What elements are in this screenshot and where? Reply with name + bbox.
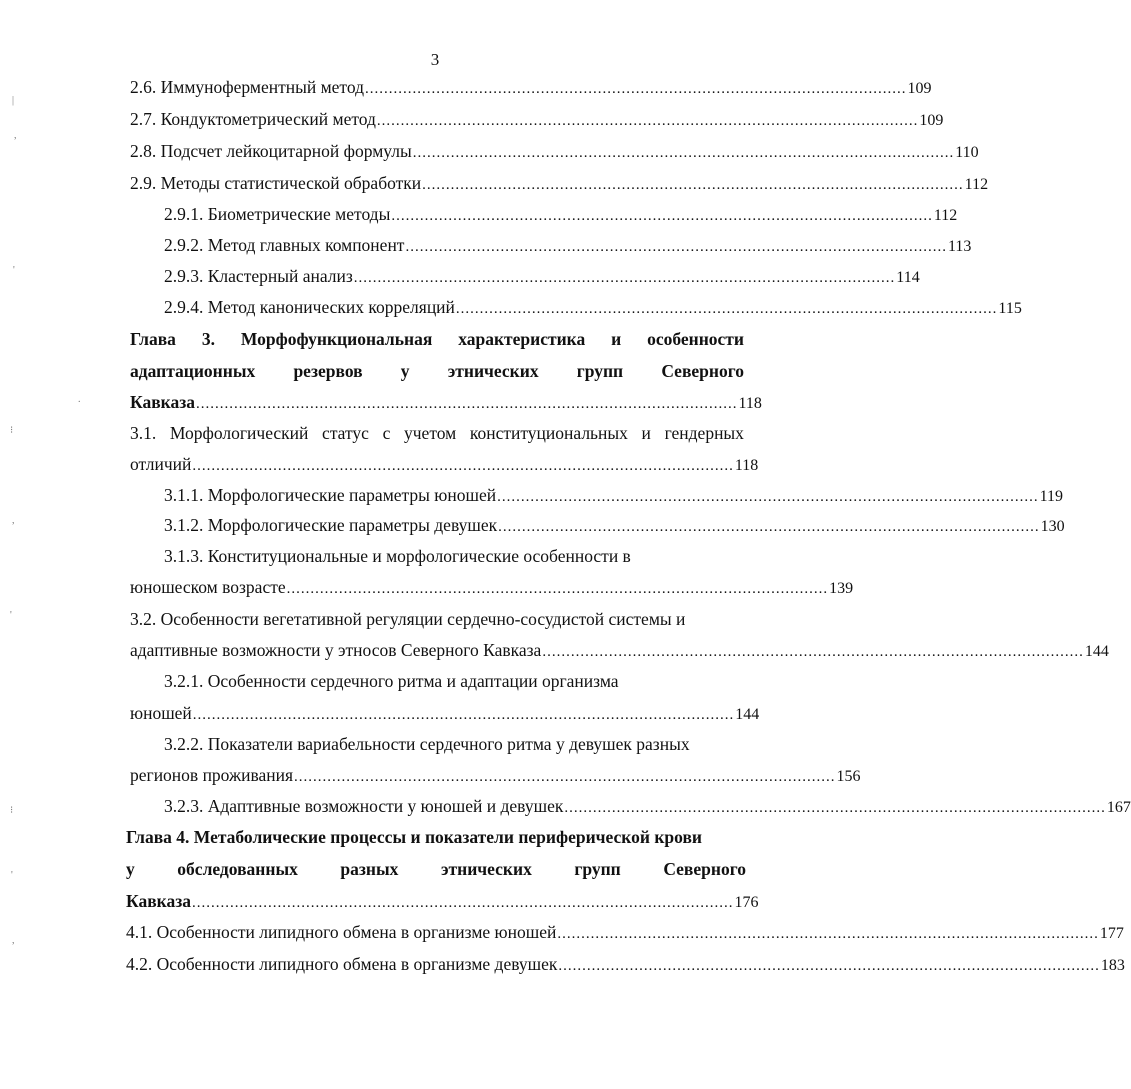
word: разных: [340, 859, 399, 879]
toc-entry-label: 2.9.3. Кластерный анализ: [164, 266, 353, 286]
dot-leader: ..................................................................................................................: [192, 895, 734, 911]
word: этнических: [440, 859, 532, 879]
toc-entry-page: 119: [1039, 488, 1063, 505]
section-3-1-title-line-1: [130, 422, 744, 444]
dot-leader: ..................................................................................................................: [557, 926, 1099, 942]
word: Морфологический: [169, 423, 309, 443]
word: и: [611, 329, 622, 349]
toc-entry-label: 2.9. Методы статистической обработки: [130, 173, 422, 193]
dot-leader: ..................................................................................................................: [286, 581, 829, 597]
chapter-3-title-line-1: [130, 328, 744, 350]
toc-entry-label: отличий: [130, 454, 192, 474]
speck: ,: [12, 935, 15, 946]
dot-leader: ..................................................................................................................: [558, 958, 1100, 974]
toc-entry-page: 109: [907, 80, 932, 97]
dot-leader: ..................................................................................................................: [405, 239, 947, 255]
toc-entry-label: 4.1. Особенности липидного обмена в организме юношей: [126, 922, 557, 942]
word: 3.1.: [130, 423, 157, 443]
toc-entry-label: 2.7. Кондуктометрический метод: [130, 109, 376, 129]
toc-entry: [164, 795, 1131, 817]
toc-entry: [164, 265, 920, 287]
toc-entry: [164, 514, 1065, 536]
toc-entry: [126, 921, 1124, 943]
dot-leader: ..................................................................................................................: [365, 81, 907, 97]
toc-entry-page: 110: [955, 144, 979, 161]
dot-leader: ..................................................................................................................: [422, 177, 964, 193]
word: гендерных: [664, 423, 744, 443]
word: групп: [574, 859, 621, 879]
toc-entry-label: 3.1.2. Морфологические параметры девушек: [164, 515, 498, 535]
word: адаптационных: [130, 361, 256, 381]
word: групп: [576, 361, 624, 381]
toc-entry-page: 112: [964, 176, 989, 193]
dot-leader: ..................................................................................................................: [376, 113, 919, 129]
toc-entry: [126, 890, 759, 912]
toc-entry-label: 4.2. Особенности липидного обмена в организме девушек: [126, 954, 558, 974]
toc-entry-label: 2.9.1. Биометрические методы: [164, 204, 391, 224]
toc-entry-page: 114: [896, 269, 920, 286]
speck: .: [78, 394, 81, 405]
chapter-4-title-line-2: [126, 858, 746, 880]
dot-leader: ..................................................................................................................: [497, 489, 1039, 505]
toc-entry-page: 176: [734, 894, 759, 911]
toc-entry-page: 113: [947, 238, 972, 255]
toc-entry-label: регионов проживания: [130, 765, 294, 785]
word: Северного: [663, 859, 746, 879]
toc-entry: [130, 140, 979, 162]
word: Северного: [661, 361, 744, 381]
toc-entry: [130, 702, 760, 724]
toc-entry: [164, 296, 1022, 318]
toc-entry-label: 3.2.3. Адаптивные возможности у юношей и девушек: [164, 796, 564, 816]
word: статус: [322, 423, 369, 443]
dot-leader: ..................................................................................................................: [192, 707, 735, 723]
speck: ': [13, 265, 15, 276]
toc-entry: [130, 172, 989, 194]
word: конституциональных: [469, 423, 628, 443]
word: резервов: [293, 361, 363, 381]
dot-leader: ..................................................................................................................: [391, 208, 933, 224]
word: характеристика: [458, 329, 586, 349]
toc-entry-page: 115: [998, 300, 1022, 317]
word: и: [641, 423, 651, 443]
word: 3.: [201, 329, 215, 349]
toc-entry-page: 183: [1100, 957, 1125, 974]
toc-entry: [130, 76, 932, 98]
toc-entry-page: 144: [1084, 643, 1109, 660]
toc-entry-page: 130: [1040, 518, 1065, 535]
word: Морфофункциональная: [240, 329, 433, 349]
dot-leader: ..................................................................................................................: [455, 301, 998, 317]
toc-entry: [164, 484, 1063, 506]
toc-entry: [164, 203, 958, 225]
word: учетом: [404, 423, 457, 443]
page-number: 3: [430, 50, 440, 69]
dot-leader: ..................................................................................................................: [192, 458, 734, 474]
word: Глава: [130, 329, 176, 349]
dot-leader: ..................................................................................................................: [542, 644, 1084, 660]
word: с: [382, 423, 391, 443]
toc-entry-label: Кавказа: [126, 891, 192, 911]
chapter-3-title-line-2: [130, 360, 744, 382]
toc-entry-page: 167: [1106, 799, 1131, 816]
toc-entry-page: 109: [919, 112, 944, 129]
dot-leader: ..................................................................................................................: [353, 270, 896, 286]
toc-entry-first-line: 3.2.1. Особенности сердечного ритма и адаптации организма: [164, 671, 619, 691]
toc-entry-first-line: 3.2.2. Показатели вариабельности сердечного ритма у девушек разных: [164, 734, 690, 754]
toc-entry-label: 2.9.2. Метод главных компонент: [164, 235, 405, 255]
speck: ': [10, 610, 12, 621]
toc-entry-label: юношей: [130, 703, 192, 723]
speck: ,: [14, 130, 17, 141]
toc-entry-page: 144: [735, 706, 760, 723]
toc-entry: [130, 576, 854, 598]
dot-leader: ..................................................................................................................: [294, 769, 836, 785]
toc-entry-label: 2.9.4. Метод канонических корреляций: [164, 297, 455, 317]
word: этнических: [447, 361, 539, 381]
toc-entry: [126, 953, 1125, 975]
toc-entry-label: 3.1.1. Морфологические параметры юношей: [164, 485, 497, 505]
dot-leader: ..................................................................................................................: [412, 145, 955, 161]
speck: ': [11, 870, 13, 881]
toc-entry: [164, 234, 972, 256]
toc-entry-page: 118: [734, 457, 759, 474]
word: у: [126, 859, 135, 879]
toc-entry: [130, 391, 762, 413]
toc-entry-page: 139: [829, 580, 854, 597]
speck: ⁝: [10, 425, 14, 436]
word: особенности: [647, 329, 744, 349]
speck: ,: [12, 515, 15, 526]
toc-entry: [130, 639, 1109, 661]
dot-leader: ..................................................................................................................: [564, 800, 1106, 816]
speck: ⁝: [10, 805, 14, 816]
toc-entry-label: юношеском возрасте: [130, 577, 286, 597]
toc-entry-first-line: 3.2. Особенности вегетативной регуляции сердечно-сосудистой системы и: [130, 609, 686, 629]
toc-entry-label: Кавказа: [130, 392, 196, 412]
toc-entry: [130, 764, 861, 786]
word: у: [400, 361, 410, 381]
toc-entry: [130, 453, 759, 475]
toc-entry-page: 156: [836, 768, 861, 785]
chapter-4-title-line-1: Глава 4. Метаболические процессы и показатели периферической крови: [126, 827, 703, 847]
toc-entry: [130, 108, 944, 130]
toc-entry-first-line: 3.1.3. Конституциональные и морфологические особенности в: [164, 546, 631, 566]
toc-entry-label: адаптивные возможности у этносов Северного Кавказа: [130, 640, 542, 660]
dot-leader: ..................................................................................................................: [498, 519, 1040, 535]
speck: |: [12, 95, 15, 106]
toc-entry-page: 112: [933, 207, 958, 224]
word: обследованных: [177, 859, 298, 879]
toc-entry-label: 2.6. Иммуноферментный метод: [130, 77, 364, 97]
toc-entry-label: 2.8. Подсчет лейкоцитарной формулы: [130, 141, 412, 161]
dot-leader: ..................................................................................................................: [196, 396, 738, 412]
toc-entry-page: 118: [738, 395, 762, 412]
toc-entry-page: 177: [1099, 925, 1124, 942]
